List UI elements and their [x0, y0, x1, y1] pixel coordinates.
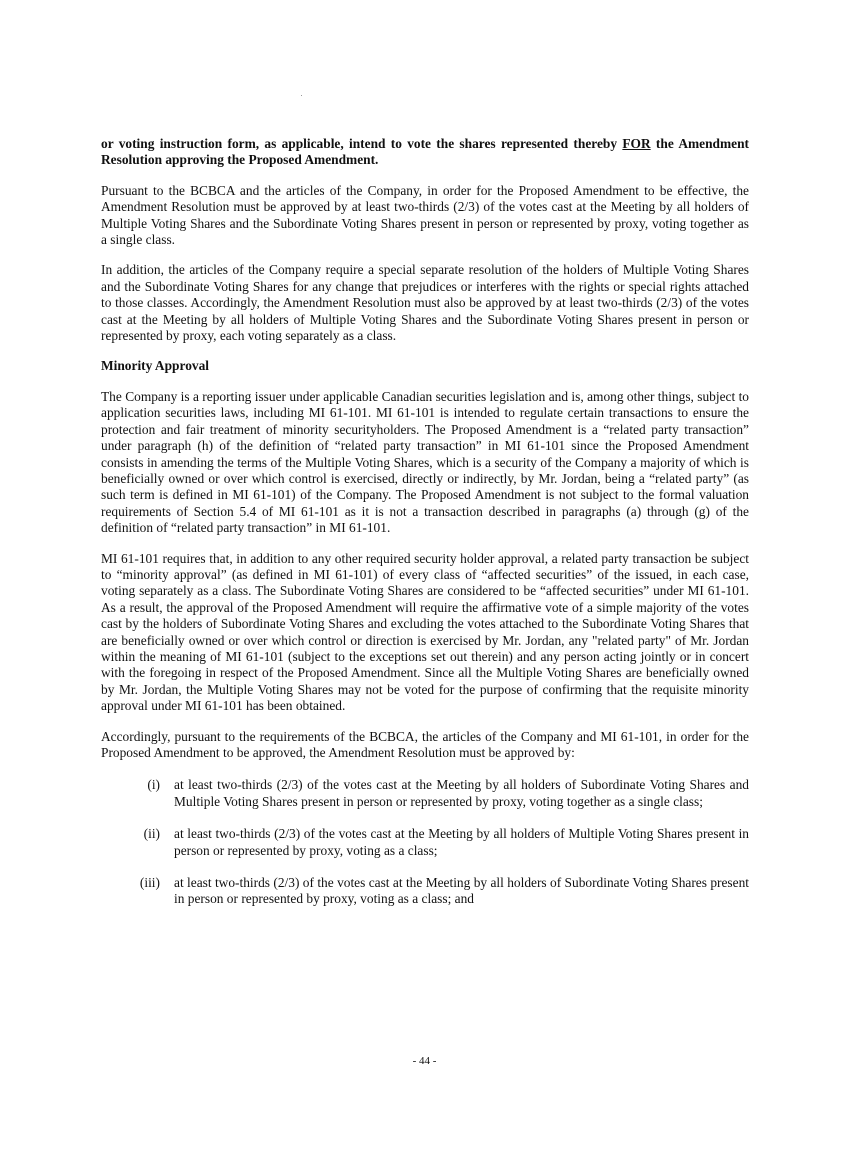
intro-text-1: or voting instruction form, as applicable, intend to vote the shares represented thereby: [101, 136, 623, 151]
scan-speck: [301, 95, 302, 96]
list-item: [101, 826, 749, 859]
paragraph-accordingly: Accordingly, pursuant to the requirements of the BCBCA, the articles of the Company and MI 61-101, in order for the Proposed Amendment to be approved, the Amendment Resolution must be approved by:: [101, 728, 749, 760]
list-item-text: at least two-thirds (2/3) of the votes cast at the Meeting by all holders of Multiple Voting Shares present in person or represented by proxy, voting as a class;: [174, 826, 749, 858]
page-number: - 44 -: [412, 1055, 437, 1067]
list-item-number: (iii): [139, 875, 160, 891]
list-item-text: at least two-thirds (2/3) of the votes cast at the Meeting by all holders of Subordinate Voting Shares and Multiple Voting Shares present in person or represented by proxy, voting together as a single class;: [174, 777, 749, 809]
paragraph-reporting-issuer: The Company is a reporting issuer under applicable Canadian securities legislation and is, among other things, subject to application securities laws, including MI 61-101. MI 61-101 is intended to regulate certain transactions to ensure the protection and fair treatment of minority securityholders. The Proposed Amendment is a “related party transaction” under paragraph (h) of the definition of “related party transaction” in MI 61-101 since the Proposed Amendment consists in amending the terms of the Multiple Voting Shares, which is a security of the Company a majority of which is beneficially owned or over which control is exercised, directly or indirectly, by Mr. Jordan, being a “related party” (as such term is defined in MI 61-101) of the Company. The Proposed Amendment is not subject to the formal valuation requirements of Section 5.4 of MI 61-101 as it is not a transaction described in paragraphs (a) through (g) of the definition of “related party transaction” in MI 61-101.: [101, 388, 749, 536]
paragraph-special-resolution: In addition, the articles of the Company require a special separate resolution of the holders of Multiple Voting Shares and the Subordinate Voting Shares for any change that prejudices or interferes with the rights or special rights attached to those classes. Accordingly, the Amendment Resolution must also be approved by at least two-thirds (2/3) of the votes cast at the Meeting by all holders of Multiple Voting Shares and the Subordinate Voting Shares present in person or represented by proxy, each voting separately as a class.: [101, 262, 749, 344]
document-body: [101, 136, 749, 924]
intro-text-2: the Amendment Resolution approving the Proposed Amendment.: [101, 136, 749, 168]
for-word: FOR: [622, 136, 651, 151]
list-item-number: (ii): [143, 826, 160, 842]
list-item-text: at least two-thirds (2/3) of the votes cast at the Meeting by all holders of Subordinate Voting Shares present in person or represented by proxy, voting as a class; and: [174, 875, 749, 907]
list-item-number: (i): [147, 777, 160, 793]
list-item: [101, 875, 749, 908]
intro-paragraph: [101, 136, 749, 169]
paragraph-mi-61-101: MI 61-101 requires that, in addition to any other required security holder approval, a related party transaction be subject to “minority approval” (as defined in MI 61-101) of every class of “affected securities” of the issued, in each case, voting separately as a class. The Subordinate Voting Shares are considered to be “affected securities” under MI 61-101. As a result, the approval of the Proposed Amendment will require the affirmative vote of a simple majority of the votes cast by the holders of Subordinate Voting Shares and excluding the votes attached to the Subordinate Voting Shares that are beneficially owned or over which control or direction is exercised by Mr. Jordan, any "related party" of Mr. Jordan within the meaning of MI 61-101 (subject to the exceptions set out therein) and any person acting jointly or in concert with the foregoing in respect of the Proposed Amendment. Since all the Multiple Voting Shares are beneficially owned by Mr. Jordan, the Multiple Voting Shares may not be voted for the purpose of confirming that the requisite minority approval under MI 61-101 has been obtained.: [101, 550, 749, 714]
list-item: [101, 777, 749, 810]
paragraph-bcbca-approval: Pursuant to the BCBCA and the articles of the Company, in order for the Proposed Amendment to be effective, the Amendment Resolution must be approved by at least two-thirds (2/3) of the votes cast at the Meeting by all holders of Multiple Voting Shares and the Subordinate Voting Shares present in person or represented by proxy, voting together as a single class.: [101, 182, 749, 248]
section-heading-minority-approval: Minority Approval: [101, 358, 210, 374]
